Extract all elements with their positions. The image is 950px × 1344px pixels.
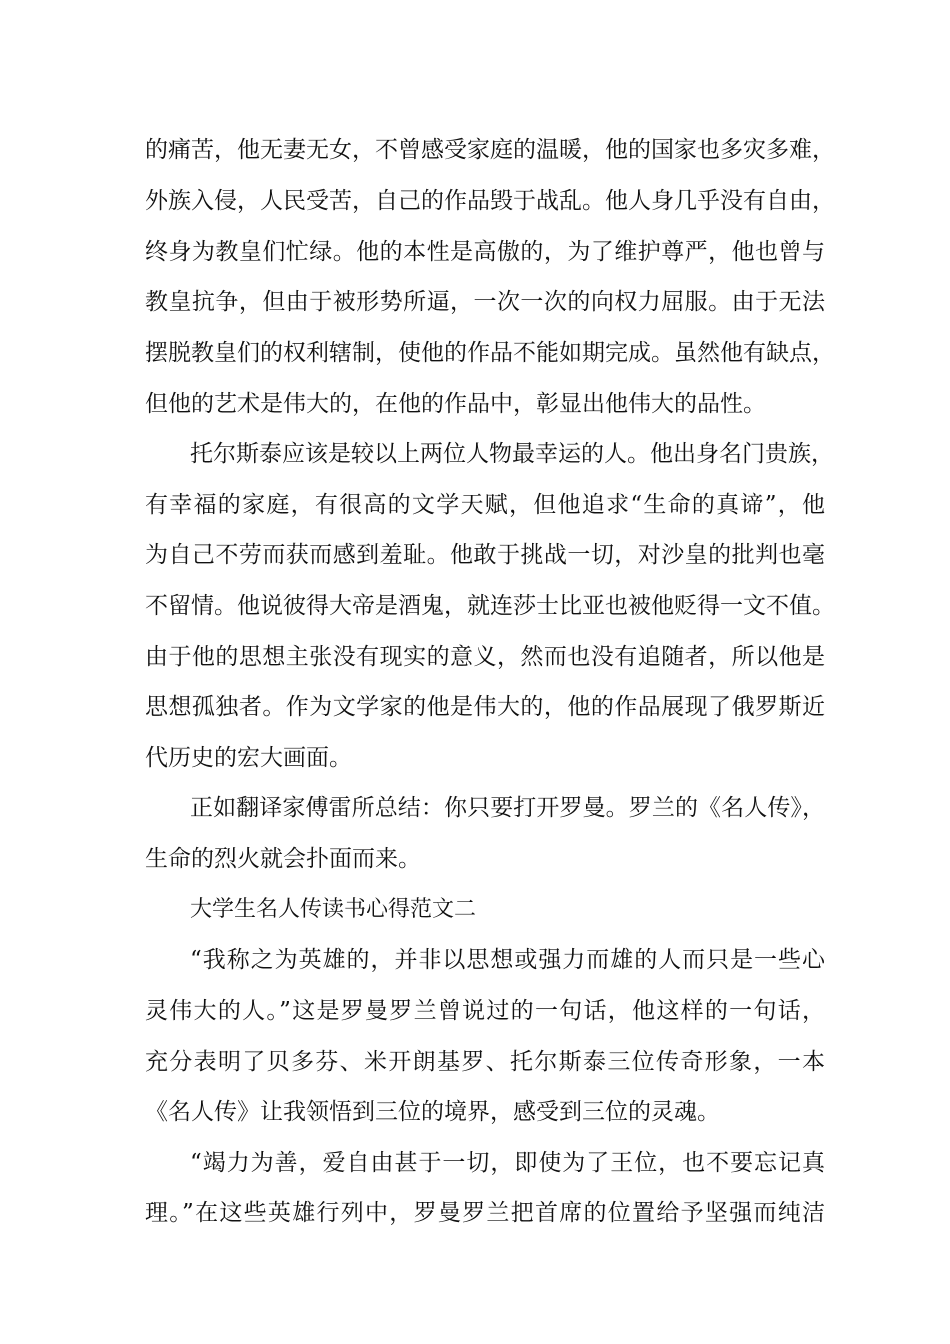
text-line: 但他的艺术是伟大的，在他的作品中，彰显出他伟大的品性。 [145,391,766,417]
text-line: 终身为教皇们忙绿。他的本性是高傲的，为了维护尊严，他也曾与 [145,239,825,265]
text-line: 《名人传》让我领悟到三位的境界，感受到三位的灵魂。 [145,1099,720,1125]
text-line: 摆脱教皇们的权利辖制，使他的作品不能如期完成。虽然他有缺点， [145,340,835,366]
paragraph-first-line: 托尔斯泰应该是较以上两位人物最幸运的人。他出身名门贵族， [190,441,834,467]
text-line: 生命的烈火就会扑面而来。 [145,846,421,872]
text-line: 思想孤独者。作为文学家的他是伟大的，他的作品展现了俄罗斯近 [145,694,825,720]
text-line: 教皇抗争，但由于被形势所逼，一次一次的向权力屈服。由于无法 [145,289,825,315]
text-line: 为自己不劳而获而感到羞耻。他敢于挑战一切，对沙皇的批判也毫 [145,542,825,568]
paragraph-first-line: “我称之为英雄的，并非以思想或强力而雄的人而只是一些心 [190,947,825,973]
paragraph-first-line: “竭力为善，爱自由甚于一切，即使为了王位，也不要忘记真 [190,1150,825,1176]
text-line: 由于他的思想主张没有现实的意义，然而也没有追随者，所以他是 [145,644,825,670]
text-line: 充分表明了贝多芬、米开朗基罗、托尔斯泰三位传奇形象，一本 [145,1049,825,1075]
text-line: 理。”在这些英雄行列中，罗曼罗兰把首席的位置给予坚强而纯洁 [145,1200,825,1226]
text-line: 有幸福的家庭，有很高的文学天赋，但他追求“生命的真谛”，他 [145,492,825,518]
section-title: 大学生名人传读书心得范文二 [190,897,477,922]
text-line: 的痛苦，他无妻无女，不曾感受家庭的温暖，他的国家也多灾多难， [145,137,835,163]
text-line: 外族入侵，人民受苦，自己的作品毁于战乱。他人身几乎没有自由， [145,188,835,214]
text-line: 代历史的宏大画面。 [145,745,352,771]
text-line: 灵伟大的人。”这是罗曼罗兰曾说过的一句话，他这样的一句话， [145,998,825,1024]
paragraph-first-line: 正如翻译家傅雷所总结：你只要打开罗曼。罗兰的《名人传》， [190,795,825,821]
text-line: 不留情。他说彼得大帝是酒鬼，就连莎士比亚也被他贬得一文不值。 [145,593,835,619]
